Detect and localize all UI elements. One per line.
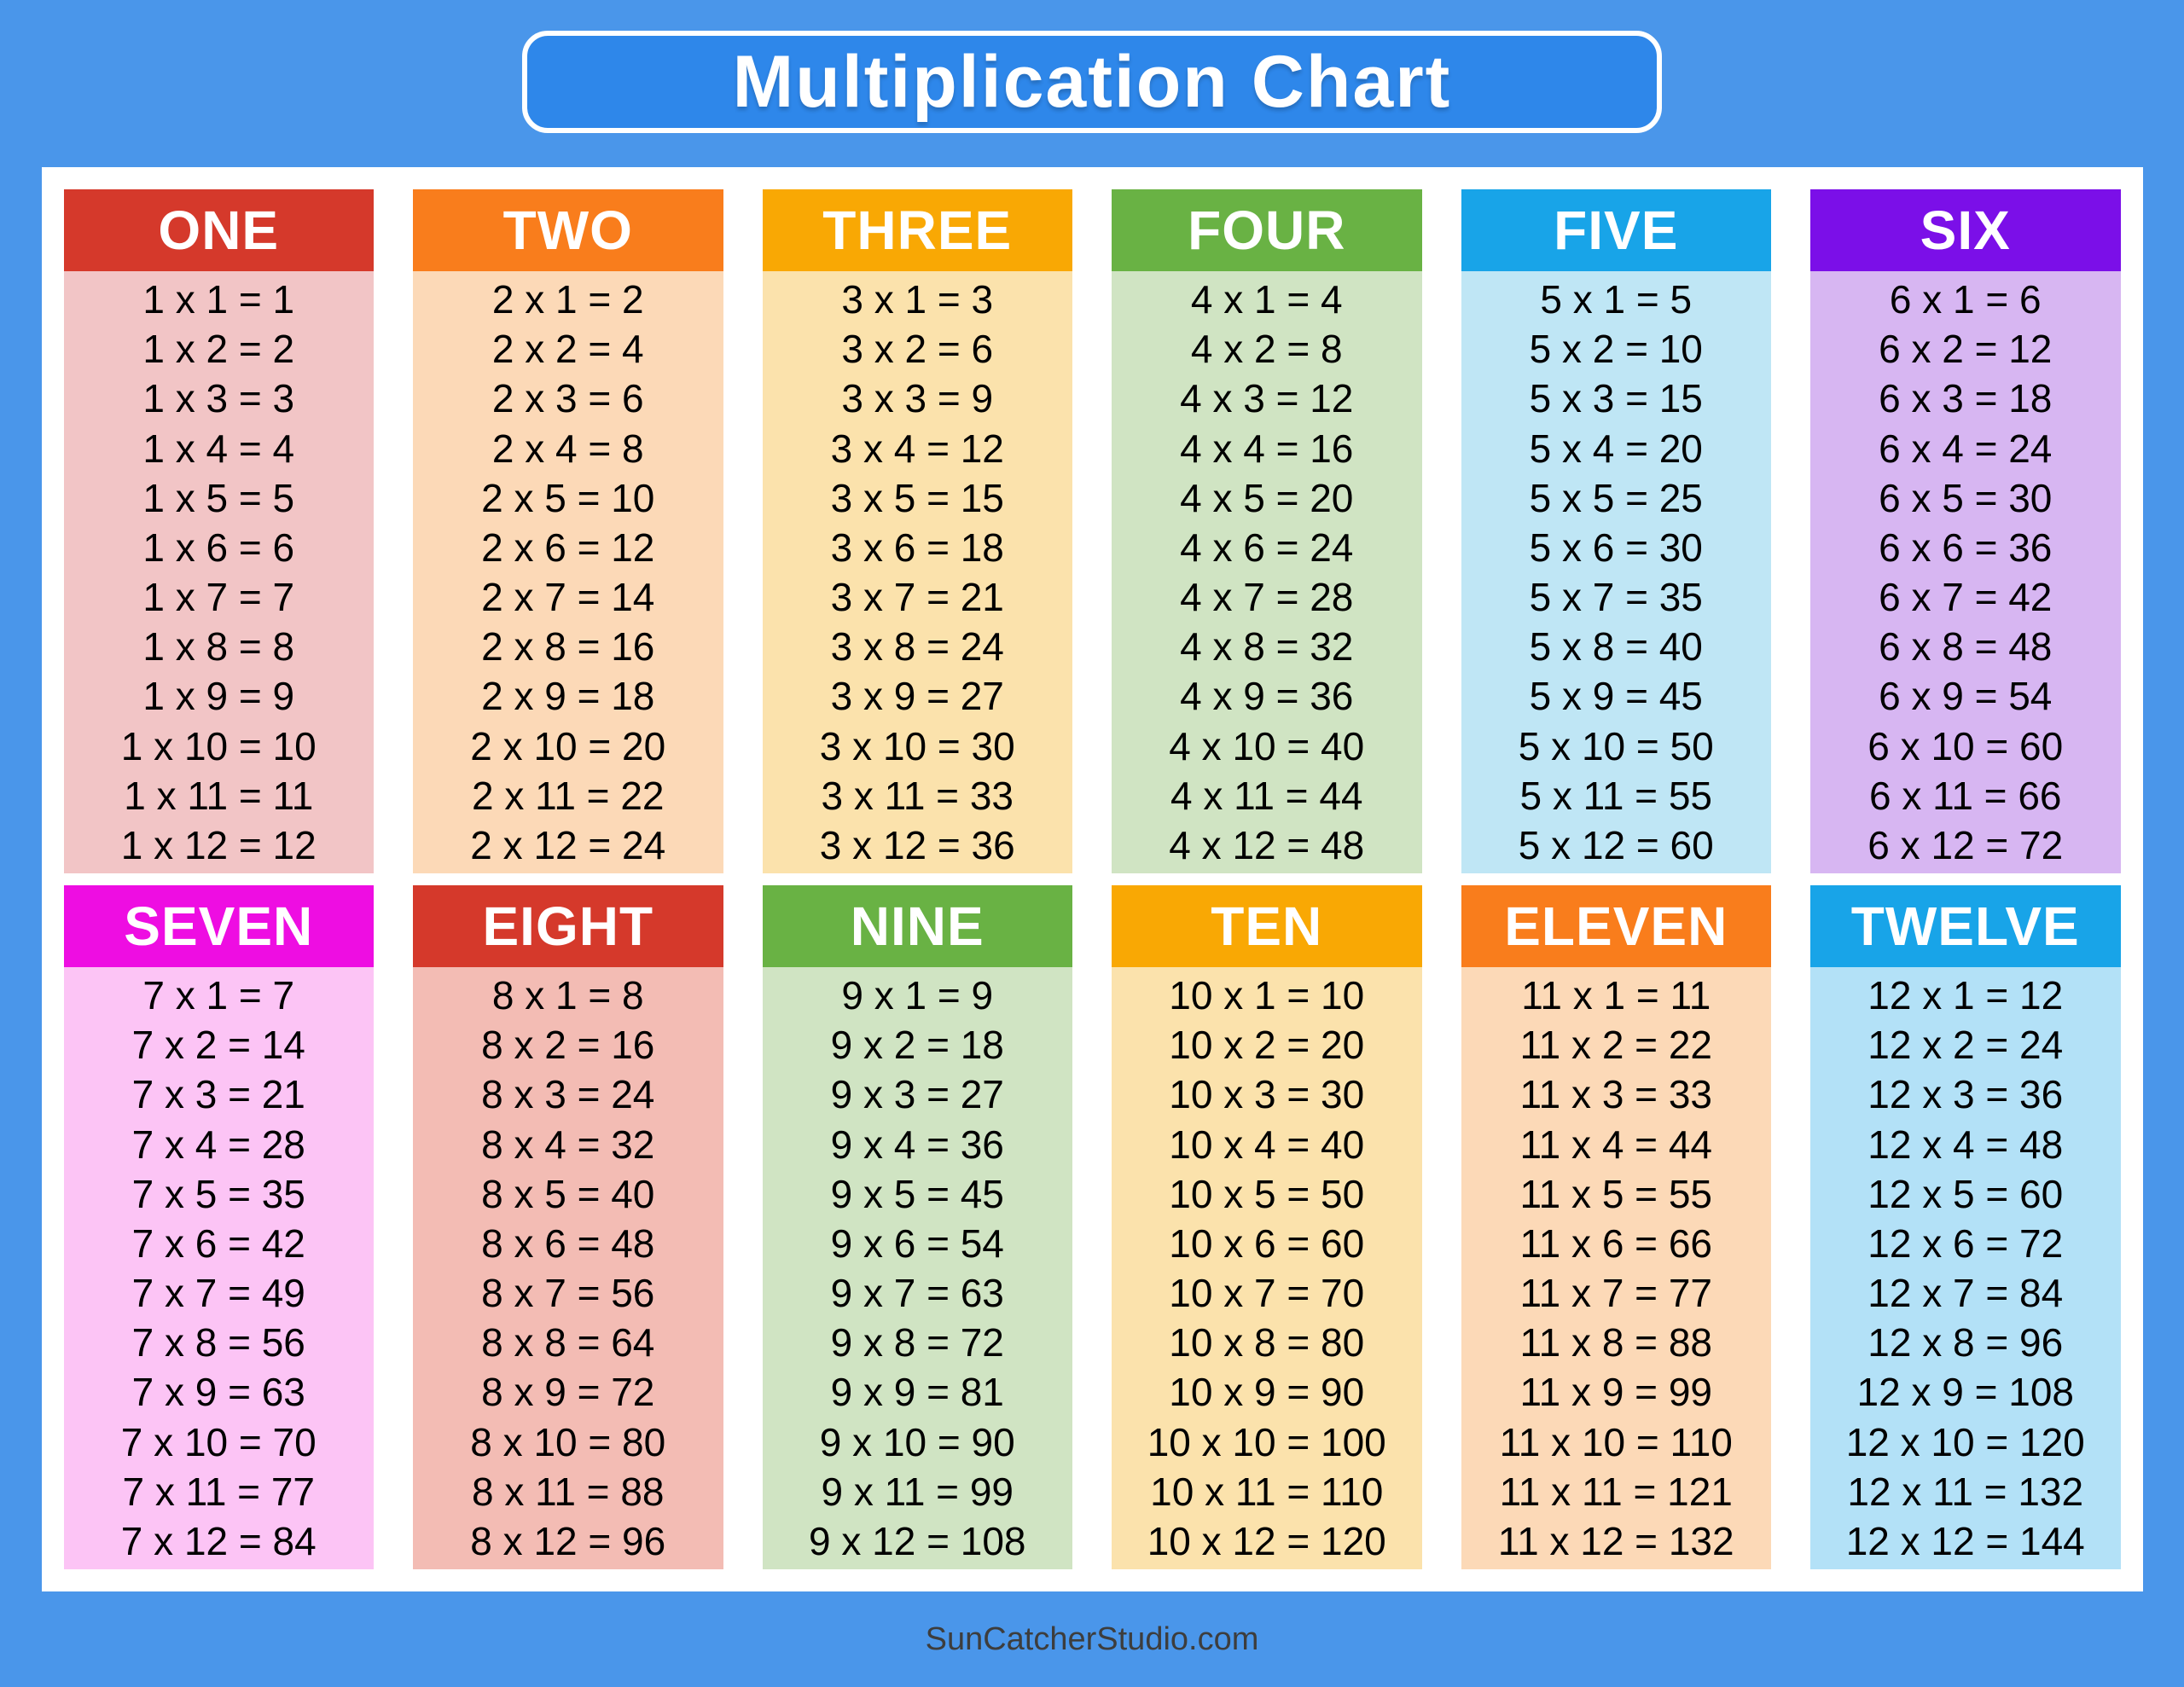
fact-row: 8 x 5 = 40 — [481, 1171, 655, 1216]
page-title: Multiplication Chart — [732, 40, 1452, 123]
fact-row: 3 x 3 = 9 — [841, 376, 994, 421]
fact-row: 3 x 7 = 21 — [830, 575, 1004, 620]
fact-row: 9 x 11 = 99 — [821, 1469, 1014, 1514]
fact-row: 1 x 10 = 10 — [120, 723, 317, 768]
table-header: TWO — [413, 189, 723, 271]
fact-row: 1 x 2 = 2 — [142, 327, 295, 372]
fact-row: 4 x 6 = 24 — [1180, 525, 1354, 570]
fact-row: 9 x 12 = 108 — [809, 1518, 1026, 1563]
fact-row: 11 x 2 = 22 — [1519, 1023, 1712, 1068]
fact-row: 9 x 1 = 9 — [841, 973, 994, 1018]
fact-row: 6 x 10 = 60 — [1867, 723, 2064, 768]
table-header: THREE — [763, 189, 1073, 271]
fact-row: 11 x 7 = 77 — [1519, 1271, 1712, 1316]
fact-row: 7 x 2 = 14 — [131, 1023, 305, 1068]
fact-row: 11 x 4 = 44 — [1519, 1122, 1712, 1167]
fact-row: 12 x 5 = 60 — [1867, 1171, 2064, 1216]
fact-row: 2 x 7 = 14 — [481, 575, 655, 620]
fact-row: 3 x 11 = 33 — [821, 773, 1014, 818]
fact-row: 9 x 6 = 54 — [830, 1220, 1004, 1266]
fact-row: 1 x 9 = 9 — [142, 674, 295, 719]
table-body — [763, 271, 1073, 873]
fact-row: 4 x 7 = 28 — [1180, 575, 1354, 620]
fact-row: 4 x 1 = 4 — [1190, 277, 1343, 322]
fact-row: 10 x 1 = 10 — [1169, 973, 1365, 1018]
fact-row: 10 x 7 = 70 — [1169, 1271, 1365, 1316]
fact-row: 6 x 3 = 18 — [1879, 376, 2053, 421]
fact-row: 10 x 2 = 20 — [1169, 1023, 1365, 1068]
fact-row: 9 x 8 = 72 — [830, 1320, 1004, 1365]
fact-row: 3 x 8 = 24 — [830, 624, 1004, 670]
fact-row: 6 x 11 = 66 — [1869, 773, 2062, 818]
fact-row: 5 x 1 = 5 — [1540, 277, 1693, 322]
fact-row: 7 x 1 = 7 — [142, 973, 295, 1018]
fact-row: 10 x 6 = 60 — [1169, 1220, 1365, 1266]
fact-row: 4 x 3 = 12 — [1180, 376, 1354, 421]
fact-row: 8 x 11 = 88 — [472, 1469, 665, 1514]
fact-row: 12 x 1 = 12 — [1867, 973, 2064, 1018]
fact-row: 12 x 2 = 24 — [1867, 1023, 2064, 1068]
fact-row: 11 x 12 = 132 — [1497, 1518, 1734, 1563]
fact-row: 12 x 10 = 120 — [1845, 1419, 2085, 1464]
fact-row: 7 x 5 = 35 — [131, 1171, 305, 1216]
table-body — [64, 271, 375, 873]
fact-row: 11 x 6 = 66 — [1519, 1220, 1712, 1266]
fact-row: 1 x 12 = 12 — [120, 822, 317, 867]
fact-row: 7 x 6 = 42 — [131, 1220, 305, 1266]
fact-row: 12 x 3 = 36 — [1867, 1072, 2064, 1117]
fact-row: 4 x 10 = 40 — [1169, 723, 1365, 768]
fact-row: 7 x 11 = 77 — [122, 1469, 315, 1514]
fact-row: 10 x 4 = 40 — [1169, 1122, 1365, 1167]
table-body — [1810, 967, 2121, 1569]
fact-row: 9 x 3 = 27 — [830, 1072, 1004, 1117]
multiplication-table-four — [1112, 189, 1422, 873]
table-header: FIVE — [1461, 189, 1772, 271]
title-banner — [522, 31, 1662, 133]
fact-row: 1 x 5 = 5 — [142, 475, 295, 520]
fact-row: 9 x 4 = 36 — [830, 1122, 1004, 1167]
table-body — [1461, 271, 1772, 873]
fact-row: 9 x 2 = 18 — [830, 1023, 1004, 1068]
fact-row: 6 x 1 = 6 — [1889, 277, 2042, 322]
fact-row: 1 x 6 = 6 — [142, 525, 295, 570]
fact-row: 5 x 12 = 60 — [1518, 822, 1714, 867]
table-header: TEN — [1112, 885, 1422, 967]
fact-row: 4 x 2 = 8 — [1190, 327, 1343, 372]
fact-row: 12 x 4 = 48 — [1867, 1122, 2064, 1167]
fact-row: 3 x 5 = 15 — [830, 475, 1004, 520]
fact-row: 5 x 8 = 40 — [1529, 624, 1703, 670]
fact-row: 10 x 12 = 120 — [1147, 1518, 1386, 1563]
fact-row: 10 x 10 = 100 — [1147, 1419, 1386, 1464]
fact-row: 11 x 10 = 110 — [1499, 1419, 1733, 1464]
multiplication-table-three — [763, 189, 1073, 873]
fact-row: 6 x 2 = 12 — [1879, 327, 2053, 372]
fact-row: 12 x 11 = 132 — [1847, 1469, 2084, 1514]
fact-row: 4 x 8 = 32 — [1180, 624, 1354, 670]
fact-row: 7 x 10 = 70 — [120, 1419, 317, 1464]
multiplication-table-eight — [413, 885, 723, 1569]
fact-row: 1 x 4 = 4 — [142, 426, 295, 471]
fact-row: 6 x 7 = 42 — [1879, 575, 2053, 620]
fact-row: 10 x 11 = 110 — [1150, 1469, 1384, 1514]
footer-credit: SunCatcherStudio.com — [925, 1620, 1259, 1657]
fact-row: 2 x 10 = 20 — [470, 723, 666, 768]
multiplication-table-ten — [1112, 885, 1422, 1569]
fact-row: 12 x 7 = 84 — [1867, 1271, 2064, 1316]
fact-row: 3 x 2 = 6 — [841, 327, 994, 372]
fact-row: 3 x 10 = 30 — [819, 723, 1015, 768]
table-body — [413, 967, 723, 1569]
fact-row: 9 x 7 = 63 — [830, 1271, 1004, 1316]
table-body — [1810, 271, 2121, 873]
fact-row: 7 x 8 = 56 — [131, 1320, 305, 1365]
fact-row: 5 x 5 = 25 — [1529, 475, 1703, 520]
table-header: SEVEN — [64, 885, 375, 967]
fact-row: 9 x 10 = 90 — [819, 1419, 1015, 1464]
fact-row: 10 x 8 = 80 — [1169, 1320, 1365, 1365]
multiplication-table-six — [1810, 189, 2121, 873]
fact-row: 8 x 2 = 16 — [481, 1023, 655, 1068]
fact-row: 11 x 3 = 33 — [1519, 1072, 1712, 1117]
fact-row: 5 x 11 = 55 — [1519, 773, 1712, 818]
fact-row: 2 x 4 = 8 — [491, 426, 644, 471]
fact-row: 5 x 10 = 50 — [1518, 723, 1714, 768]
fact-row: 8 x 4 = 32 — [481, 1122, 655, 1167]
fact-row: 8 x 6 = 48 — [481, 1220, 655, 1266]
table-header: SIX — [1810, 189, 2121, 271]
fact-row: 8 x 12 = 96 — [470, 1518, 666, 1563]
table-body — [413, 271, 723, 873]
fact-row: 3 x 1 = 3 — [841, 277, 994, 322]
table-body — [1112, 271, 1422, 873]
table-header: EIGHT — [413, 885, 723, 967]
multiplication-table-seven — [64, 885, 375, 1569]
fact-row: 12 x 12 = 144 — [1845, 1518, 2085, 1563]
fact-row: 2 x 9 = 18 — [481, 674, 655, 719]
fact-row: 7 x 4 = 28 — [131, 1122, 305, 1167]
fact-row: 2 x 1 = 2 — [491, 277, 644, 322]
fact-row: 11 x 8 = 88 — [1519, 1320, 1712, 1365]
fact-row: 11 x 1 = 11 — [1521, 973, 1711, 1018]
table-header: ELEVEN — [1461, 885, 1772, 967]
fact-row: 2 x 12 = 24 — [470, 822, 666, 867]
table-header: TWELVE — [1810, 885, 2121, 967]
fact-row: 11 x 9 = 99 — [1519, 1370, 1712, 1415]
fact-row: 4 x 4 = 16 — [1180, 426, 1354, 471]
fact-row: 2 x 6 = 12 — [481, 525, 655, 570]
fact-row: 10 x 9 = 90 — [1169, 1370, 1365, 1415]
fact-row: 8 x 10 = 80 — [470, 1419, 666, 1464]
multiplication-table-five — [1461, 189, 1772, 873]
fact-row: 3 x 9 = 27 — [830, 674, 1004, 719]
fact-row: 12 x 9 = 108 — [1856, 1370, 2074, 1415]
multiplication-table-eleven — [1461, 885, 1772, 1569]
fact-row: 9 x 9 = 81 — [830, 1370, 1004, 1415]
multiplication-table-twelve — [1810, 885, 2121, 1569]
fact-row: 2 x 5 = 10 — [481, 475, 655, 520]
fact-row: 6 x 4 = 24 — [1879, 426, 2053, 471]
fact-row: 3 x 12 = 36 — [819, 822, 1015, 867]
multiplication-table-nine — [763, 885, 1073, 1569]
multiplication-table-one — [64, 189, 375, 873]
fact-row: 12 x 8 = 96 — [1867, 1320, 2064, 1365]
fact-row: 6 x 12 = 72 — [1867, 822, 2064, 867]
fact-row: 7 x 7 = 49 — [131, 1271, 305, 1316]
table-body — [763, 967, 1073, 1569]
fact-row: 5 x 4 = 20 — [1529, 426, 1703, 471]
fact-row: 1 x 3 = 3 — [142, 376, 295, 421]
fact-row: 8 x 3 = 24 — [481, 1072, 655, 1117]
fact-row: 1 x 7 = 7 — [142, 575, 295, 620]
fact-row: 5 x 9 = 45 — [1529, 674, 1703, 719]
fact-row: 8 x 9 = 72 — [481, 1370, 655, 1415]
fact-row: 2 x 3 = 6 — [491, 376, 644, 421]
fact-row: 7 x 12 = 84 — [120, 1518, 317, 1563]
fact-row: 5 x 2 = 10 — [1529, 327, 1703, 372]
table-body — [1461, 967, 1772, 1569]
fact-row: 1 x 11 = 11 — [124, 773, 314, 818]
fact-row: 4 x 5 = 20 — [1180, 475, 1354, 520]
footer-bar — [926, 1591, 1259, 1687]
fact-row: 6 x 8 = 48 — [1879, 624, 2053, 670]
table-header: ONE — [64, 189, 375, 271]
fact-row: 10 x 3 = 30 — [1169, 1072, 1365, 1117]
fact-row: 11 x 11 = 121 — [1499, 1469, 1733, 1514]
fact-row: 9 x 5 = 45 — [830, 1171, 1004, 1216]
fact-row: 10 x 5 = 50 — [1169, 1171, 1365, 1216]
fact-row: 2 x 11 = 22 — [472, 773, 665, 818]
fact-row: 8 x 7 = 56 — [481, 1271, 655, 1316]
fact-row: 7 x 3 = 21 — [131, 1072, 305, 1117]
multiplication-table-two — [413, 189, 723, 873]
fact-row: 5 x 3 = 15 — [1529, 376, 1703, 421]
fact-row: 5 x 7 = 35 — [1529, 575, 1703, 620]
fact-row: 4 x 9 = 36 — [1180, 674, 1354, 719]
fact-row: 12 x 6 = 72 — [1867, 1220, 2064, 1266]
fact-row: 2 x 2 = 4 — [491, 327, 644, 372]
fact-row: 1 x 1 = 1 — [142, 277, 295, 322]
table-body — [1112, 967, 1422, 1569]
fact-row: 2 x 8 = 16 — [481, 624, 655, 670]
tables-panel — [42, 167, 2143, 1591]
table-body — [64, 967, 375, 1569]
fact-row: 4 x 12 = 48 — [1169, 822, 1365, 867]
fact-row: 4 x 11 = 44 — [1170, 773, 1363, 818]
fact-row: 1 x 8 = 8 — [142, 624, 295, 670]
fact-row: 6 x 5 = 30 — [1879, 475, 2053, 520]
fact-row: 11 x 5 = 55 — [1519, 1171, 1712, 1216]
fact-row: 3 x 6 = 18 — [830, 525, 1004, 570]
fact-row: 8 x 8 = 64 — [481, 1320, 655, 1365]
fact-row: 6 x 6 = 36 — [1879, 525, 2053, 570]
fact-row: 5 x 6 = 30 — [1529, 525, 1703, 570]
fact-row: 3 x 4 = 12 — [830, 426, 1004, 471]
table-header: NINE — [763, 885, 1073, 967]
fact-row: 7 x 9 = 63 — [131, 1370, 305, 1415]
fact-row: 8 x 1 = 8 — [491, 973, 644, 1018]
fact-row: 6 x 9 = 54 — [1879, 674, 2053, 719]
table-header: FOUR — [1112, 189, 1422, 271]
